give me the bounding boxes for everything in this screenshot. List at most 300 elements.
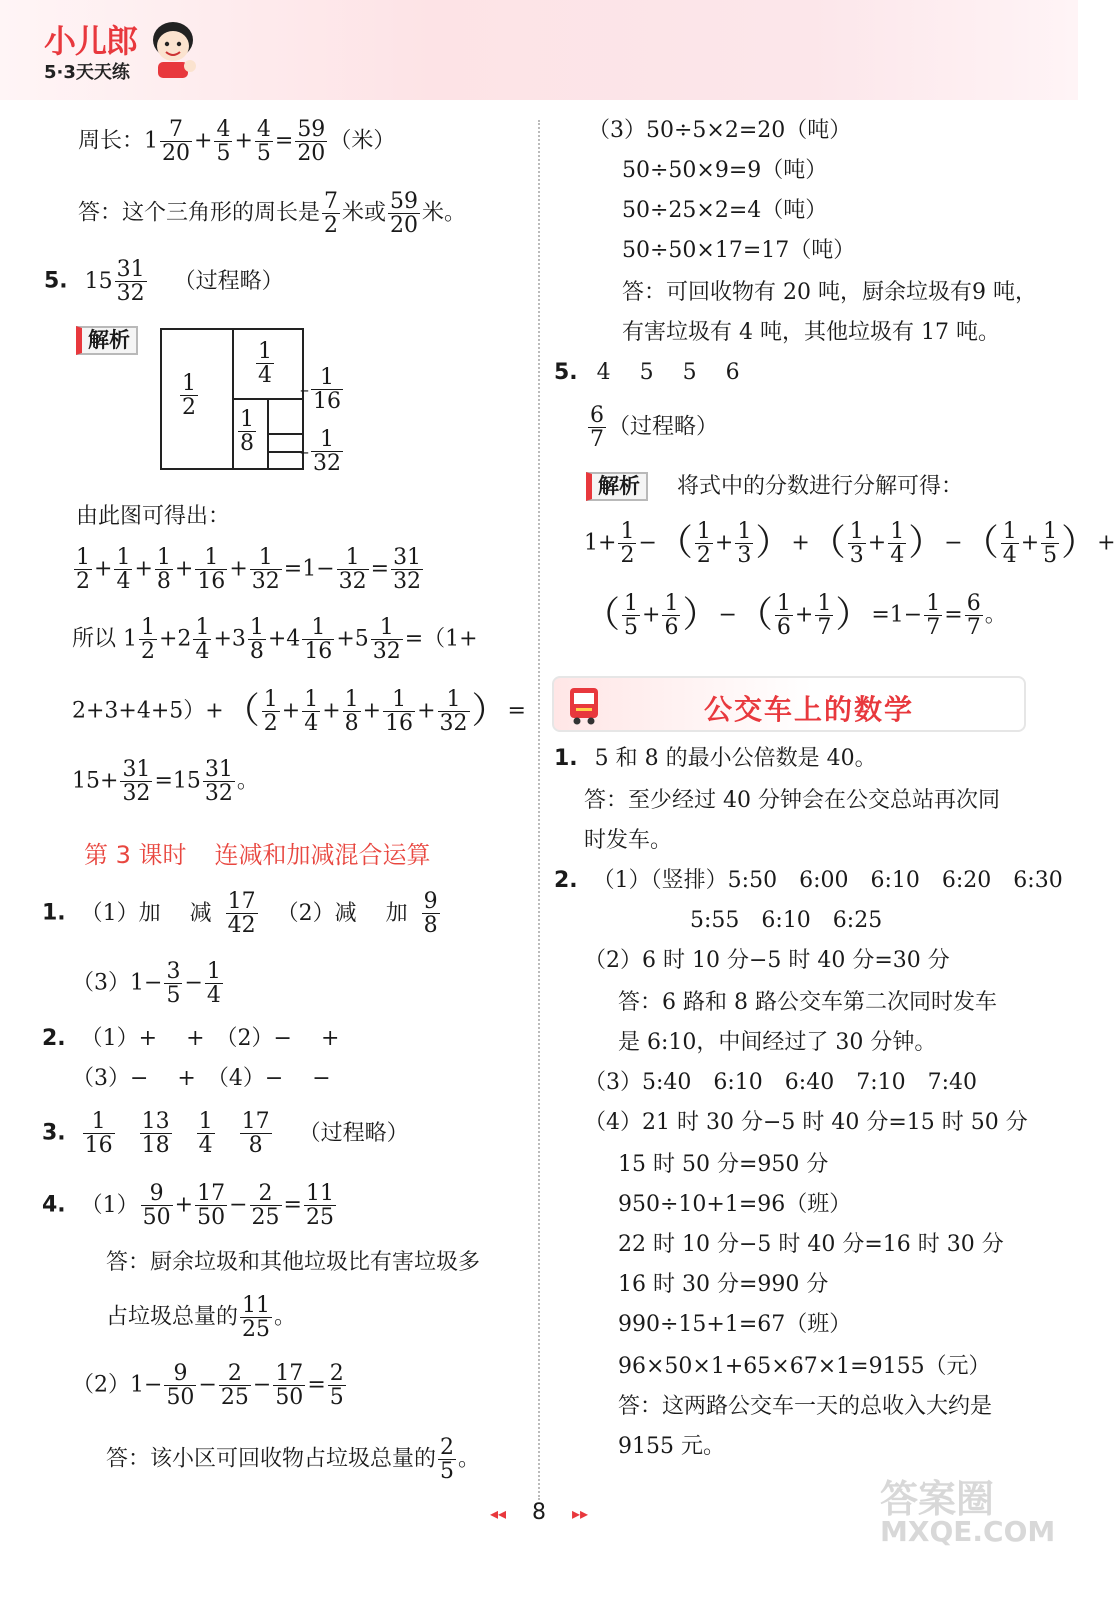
fraction-denominator: 16 <box>197 569 226 595</box>
operator: − <box>184 970 203 996</box>
r-question-5-fraction <box>586 404 718 451</box>
fraction-numerator: 1 <box>240 407 254 432</box>
fraction-denominator: 7 <box>590 427 604 453</box>
fraction-denominator: 2 <box>182 395 196 421</box>
answer-text: 5 和 8 的最小公倍数是 40。 <box>594 746 877 771</box>
fraction-numerator: 17 <box>241 1109 270 1134</box>
expr-text: （2）1− <box>72 1372 163 1398</box>
fraction <box>255 118 273 165</box>
so-equation <box>72 616 478 663</box>
paren: （ <box>223 690 260 732</box>
question-number: 2. <box>42 1026 66 1051</box>
operator: − <box>198 1372 217 1398</box>
fraction-numerator: 31 <box>122 757 151 782</box>
fraction <box>311 366 343 413</box>
fraction-numerator: 1 <box>817 591 832 616</box>
bus-icon <box>564 684 604 726</box>
fraction <box>219 1362 251 1409</box>
process-note: （过程略） <box>298 1120 409 1146</box>
r3-line-4: 50÷50×17=17（吨） <box>622 238 856 263</box>
fraction-numerator: 1 <box>664 591 679 616</box>
r3-line-3: 50÷25×2=4（吨） <box>622 198 828 223</box>
fraction-numerator: 1 <box>304 687 319 712</box>
fraction <box>295 118 327 165</box>
brand-name: 小儿郎 <box>44 22 138 60</box>
bus-q2 <box>554 870 1063 892</box>
fraction <box>160 118 192 165</box>
operator: = <box>283 556 303 582</box>
fraction-numerator: 1 <box>263 687 278 712</box>
expr-text: =1− <box>871 602 923 628</box>
fraction-numerator: 31 <box>204 757 233 782</box>
fraction <box>302 688 320 735</box>
fraction-numerator: 1 <box>116 545 131 570</box>
operator: = <box>274 128 294 154</box>
fraction-denominator: 4 <box>195 639 210 665</box>
fraction <box>371 616 403 663</box>
analysis-right <box>586 472 963 501</box>
fraction <box>438 1436 456 1483</box>
period: 。 <box>274 1304 297 1330</box>
column-divider <box>538 120 540 1500</box>
fraction-denominator: 50 <box>275 1385 304 1411</box>
expr-text: （3）1− <box>72 970 163 996</box>
fraction <box>343 688 361 735</box>
operator: + <box>362 698 382 724</box>
fraction <box>240 1110 272 1157</box>
bus-q2-line: 9155 元。 <box>618 1434 725 1459</box>
fraction <box>205 960 223 1007</box>
fraction-denominator: 8 <box>249 639 264 665</box>
mascot-icon <box>146 16 200 80</box>
answer-values: 4 5 5 6 <box>596 360 740 385</box>
fraction-numerator: 13 <box>141 1109 170 1134</box>
process-note: （过程略） <box>173 268 284 294</box>
lesson-q1-part3 <box>72 960 225 1007</box>
fraction-numerator: 3 <box>166 959 181 984</box>
operator: − <box>944 530 963 556</box>
operator: + <box>229 556 248 582</box>
analysis-text: 将式中的分数进行分解可得： <box>677 474 964 499</box>
fraction <box>139 616 157 663</box>
unit-text: （米） <box>329 128 396 154</box>
fraction-denominator: 2 <box>141 639 155 665</box>
diagram-label-32: – $\frac{1}{32}$ <box>300 427 341 477</box>
so-text: 所以 1 <box>72 626 137 652</box>
fraction-numerator: 1 <box>206 959 221 984</box>
r3-line-2: 50÷50×9=9（吨） <box>622 158 828 183</box>
question-number: 1. <box>554 746 578 771</box>
fraction-denominator: 16 <box>84 1133 113 1159</box>
paren: ） <box>835 594 872 636</box>
expr-text: =15 <box>154 768 201 794</box>
answer-text: （1）+ + （2）− + <box>80 1026 340 1051</box>
lesson-q3 <box>42 1110 409 1157</box>
fraction-numerator: 1 <box>371 616 403 640</box>
question-number: 5. <box>554 360 578 385</box>
fraction <box>238 408 256 455</box>
operator: + <box>1097 530 1116 556</box>
operator: = <box>944 602 963 628</box>
operator: − <box>638 530 657 556</box>
fraction <box>74 546 92 593</box>
answer-text: 占垃圾总量的 <box>106 1304 239 1330</box>
from-figure-text: 由此图可得出： <box>76 504 231 529</box>
operator: + <box>174 1192 194 1218</box>
fraction-numerator: 9 <box>141 1182 173 1206</box>
fraction-denominator: 5 <box>1043 543 1058 569</box>
fraction-numerator: 1 <box>337 546 369 570</box>
fraction-denominator: 32 <box>251 569 280 595</box>
fraction-numerator: 17 <box>227 889 256 914</box>
fraction-numerator: 31 <box>393 545 422 570</box>
fraction-numerator: 17 <box>275 1361 304 1386</box>
fraction <box>180 372 198 419</box>
fraction <box>322 190 340 237</box>
analysis-tag: 解析 <box>586 472 648 501</box>
fraction <box>120 758 152 805</box>
operator: = <box>307 1372 326 1398</box>
fraction-numerator: 2 <box>440 1435 455 1460</box>
mixed-whole: +4 <box>267 626 301 652</box>
bus-q2-line: （2）6 时 10 分−5 时 40 分=30 分 <box>584 948 950 973</box>
fraction-denominator: 20 <box>297 141 326 167</box>
bus-q2-line: 15 时 50 分=950 分 <box>618 1152 829 1177</box>
fraction-denominator: 4 <box>890 543 905 569</box>
operator: − <box>718 602 737 628</box>
paren: （ <box>656 522 693 564</box>
operator: − <box>229 1192 248 1218</box>
fraction-denominator: 3 <box>737 543 752 569</box>
fraction-denominator: 5 <box>166 983 181 1009</box>
fraction-numerator: 1 <box>195 615 210 640</box>
fraction-numerator: 1 <box>849 519 864 544</box>
lesson-q4-part2-answer <box>106 1436 480 1483</box>
answer-text: （2）减 加 <box>276 900 408 926</box>
mixed-whole: +3 <box>213 626 246 652</box>
fraction <box>114 546 132 593</box>
fraction <box>888 520 906 567</box>
answer-text: 答：这个三角形的周长是 <box>78 200 321 226</box>
fraction <box>924 592 942 639</box>
fraction-numerator: 1 <box>311 428 343 452</box>
fraction-denominator: 16 <box>313 389 341 415</box>
fraction-numerator: 1 <box>156 545 171 570</box>
fraction-denominator: 25 <box>220 1385 249 1411</box>
bus-q2-line: 22 时 10 分−5 时 40 分=16 时 30 分 <box>618 1232 1004 1257</box>
fraction-denominator: 32 <box>204 781 233 807</box>
mixed-whole: 15 <box>84 268 113 294</box>
operator: + <box>867 530 887 556</box>
fraction-denominator: 4 <box>198 1133 213 1159</box>
question-number: 4. <box>42 1192 66 1218</box>
fraction-denominator: 8 <box>344 711 359 737</box>
triangle-answer <box>78 190 466 237</box>
fraction <box>588 404 606 451</box>
fraction <box>391 546 423 593</box>
question-number: 5. <box>44 268 68 294</box>
fraction <box>304 1182 336 1229</box>
r3-answer-1: 答：可回收物有 20 吨，厨余垃圾有9 吨， <box>622 280 1037 305</box>
fraction-denominator: 5 <box>216 141 231 167</box>
operator: + <box>642 602 661 628</box>
fraction-denominator: 16 <box>304 639 333 665</box>
operator: + <box>134 556 153 582</box>
next-arrows-icon: ▸▸ <box>572 1504 589 1523</box>
lesson-q2 <box>42 1028 339 1050</box>
fraction-denominator: 20 <box>390 213 419 239</box>
lesson-q4-answer-2 <box>106 1294 296 1341</box>
bus-q1 <box>554 748 877 770</box>
bus-q2-line: 是 6:10，中间经过了 30 分钟。 <box>618 1030 937 1055</box>
bus-q2-line: 答：这两路公交车一天的总收入大约是 <box>618 1394 993 1419</box>
r3-line-1: （3）50÷5×2=20（吨） <box>588 118 852 143</box>
fraction <box>250 1182 282 1229</box>
fraction-denominator: 8 <box>423 913 438 939</box>
fraction-numerator: 6 <box>590 403 604 428</box>
fraction <box>115 258 147 305</box>
fraction-denominator: 50 <box>166 1385 195 1411</box>
lesson-q2-line2: （3）− + （4）− − <box>72 1066 331 1091</box>
fraction-numerator: 17 <box>197 1181 226 1206</box>
answer-text: 米。 <box>422 200 467 226</box>
operator: − <box>252 1372 272 1398</box>
watermark <box>880 1477 1056 1548</box>
fraction-denominator: 18 <box>141 1133 170 1159</box>
fraction-denominator: 4 <box>1002 543 1017 569</box>
fraction-numerator: 31 <box>116 257 145 282</box>
fraction <box>618 520 636 567</box>
fraction-denominator: 2 <box>696 543 711 569</box>
analysis-tag: 解析 <box>76 326 138 355</box>
fraction-denominator: 32 <box>393 569 422 595</box>
diagram-label-16: – $\frac{1}{16}$ <box>300 365 341 415</box>
operator: = <box>283 1192 302 1218</box>
bus-q2-line: 5:55 6:10 6:25 <box>690 908 883 933</box>
fraction-denominator: 42 <box>227 913 256 939</box>
fraction <box>383 688 415 735</box>
fraction-denominator: 32 <box>313 451 341 477</box>
question-5 <box>44 258 284 305</box>
fraction-numerator: 1 <box>1002 519 1017 544</box>
fraction <box>164 960 182 1007</box>
operator: − <box>316 556 335 582</box>
fraction-numerator: 11 <box>305 1181 334 1206</box>
page-number: 8 <box>532 1500 546 1525</box>
bus-q2-line: 96×50×1+65×67×1=9155（元） <box>618 1354 991 1379</box>
lesson-q4-part2 <box>72 1362 348 1409</box>
fraction-denominator: 6 <box>664 615 679 641</box>
so-line2 <box>72 688 526 735</box>
fraction-denominator: 2 <box>324 213 339 239</box>
expr-text: 1+ <box>584 530 617 556</box>
fraction <box>848 520 866 567</box>
fraction-numerator: 7 <box>160 118 192 142</box>
mixed-whole: +5 <box>336 626 369 652</box>
fraction-numerator: 11 <box>242 1293 271 1318</box>
bus-q2-line: 990÷15+1=67（班） <box>618 1312 852 1337</box>
paren: ） <box>682 594 719 636</box>
fraction-denominator: 7 <box>966 615 981 641</box>
fraction-numerator: 1 <box>383 688 415 712</box>
fraction-denominator: 50 <box>197 1205 226 1231</box>
bus-q1-answer: 答：至少经过 40 分钟会在公交总站再次同 <box>584 788 1000 813</box>
expr-text: （1） <box>80 1192 139 1218</box>
fraction <box>328 1362 346 1409</box>
operator: + <box>791 530 810 556</box>
answer-text: 答：该小区可回收物占垃圾总量的 <box>106 1446 437 1472</box>
fraction-numerator: 1 <box>258 339 272 364</box>
fraction-denominator: 2 <box>620 543 635 569</box>
fraction-numerator: 1 <box>696 519 711 544</box>
fraction-numerator: 1 <box>250 546 282 570</box>
fraction-numerator: 1 <box>141 615 155 640</box>
watermark-url: MXQE.COM <box>880 1515 1056 1548</box>
expr-text: 2+3+4+5）+ <box>72 698 224 724</box>
fraction <box>226 890 258 937</box>
perimeter-label: 周长：1 <box>78 128 158 154</box>
paren: ） <box>1061 522 1098 564</box>
fraction-diagram <box>160 328 304 470</box>
sum-equation <box>72 546 425 593</box>
operator: + <box>794 602 814 628</box>
brand-logo <box>44 16 137 84</box>
bus-q1-answer-2: 时发车。 <box>584 828 673 853</box>
fraction <box>214 118 232 165</box>
operator: = <box>507 698 526 724</box>
fraction-denominator: 25 <box>251 1205 280 1231</box>
lesson-heading <box>84 843 431 867</box>
fraction-numerator: 9 <box>423 889 438 914</box>
bus-q2-line: （3）5:40 6:10 6:40 7:10 7:40 <box>584 1070 978 1095</box>
operator: + <box>234 128 253 154</box>
fraction <box>256 340 274 387</box>
fraction-numerator: 59 <box>297 117 326 142</box>
fraction-numerator: 1 <box>249 615 264 640</box>
expr-text: 15+ <box>72 768 119 794</box>
fraction-denominator: 4 <box>258 363 272 389</box>
fraction-denominator: 32 <box>116 281 145 307</box>
paren: ） <box>471 690 508 732</box>
fraction-denominator: 7 <box>817 615 832 641</box>
fraction-numerator: 1 <box>302 616 334 640</box>
fraction-numerator: 59 <box>390 189 419 214</box>
fraction-denominator: 25 <box>242 1317 271 1343</box>
fraction-numerator: 1 <box>624 591 639 616</box>
fraction-denominator: 5 <box>329 1385 344 1411</box>
fraction <box>662 592 680 639</box>
fraction-numerator: 1 <box>198 1109 213 1134</box>
fraction <box>193 616 211 663</box>
fraction-numerator: 6 <box>966 591 981 616</box>
fraction-numerator: 1 <box>926 591 941 616</box>
paren: ） <box>755 522 792 564</box>
fraction <box>735 520 753 567</box>
fraction-denominator: 5 <box>440 1459 455 1485</box>
fraction-denominator: 25 <box>305 1205 334 1231</box>
operator: + <box>322 698 341 724</box>
operator: + <box>281 698 301 724</box>
period: 。 <box>458 1446 481 1472</box>
bus-q2-line: （4）21 时 30 分−5 时 40 分=15 时 50 分 <box>584 1110 1028 1135</box>
lesson-q4 <box>42 1182 338 1229</box>
fraction <box>248 616 266 663</box>
fraction-denominator: 7 <box>926 615 941 641</box>
fraction-denominator: 32 <box>122 781 151 807</box>
fraction-numerator: 4 <box>256 117 271 142</box>
fraction-numerator: 1 <box>195 546 227 570</box>
fraction-denominator: 4 <box>206 983 221 1009</box>
fraction-denominator: 4 <box>116 569 131 595</box>
question-number: 1. <box>42 900 66 926</box>
bus-section-banner <box>552 676 1026 732</box>
bus-q2-line: 950÷10+1=96（班） <box>618 1192 852 1217</box>
fraction <box>240 1294 272 1341</box>
operator: + <box>417 698 436 724</box>
fraction-denominator: 6 <box>776 615 791 641</box>
period: 。 <box>984 602 1007 628</box>
fraction <box>203 758 235 805</box>
prev-arrows-icon: ◂◂ <box>489 1504 506 1523</box>
r-question-5 <box>554 362 740 384</box>
fraction-numerator: 1 <box>83 1110 115 1134</box>
so-tail: =（1+ <box>404 626 478 652</box>
series-name: 5·3天天练 <box>44 62 130 83</box>
fraction-numerator: 4 <box>216 117 231 142</box>
operator: + <box>94 556 113 582</box>
fraction <box>311 428 343 475</box>
fraction <box>775 592 793 639</box>
fraction <box>965 592 983 639</box>
fraction-numerator: 1 <box>76 545 90 570</box>
fraction-denominator: 4 <box>304 711 319 737</box>
operator: = <box>370 556 390 582</box>
fraction-numerator: 1 <box>1043 519 1058 544</box>
fraction-denominator: 8 <box>240 431 254 457</box>
lesson-number: 第 3 课时 <box>84 841 187 869</box>
fraction <box>422 890 440 937</box>
fraction-denominator: 20 <box>162 141 190 167</box>
fraction <box>155 546 173 593</box>
r3-answer-2: 有害垃圾有 4 吨，其他垃圾有 17 吨。 <box>622 320 1000 345</box>
question-number: 2. <box>554 868 578 893</box>
fraction-denominator: 16 <box>385 711 414 737</box>
fraction <box>140 1110 172 1157</box>
fraction-numerator: 1 <box>438 688 470 712</box>
operator: + <box>714 530 734 556</box>
period: 。 <box>236 768 259 794</box>
fraction <box>622 592 640 639</box>
decomposition-line-1 <box>584 520 1116 567</box>
fraction-denominator: 32 <box>372 639 401 665</box>
fraction <box>695 520 713 567</box>
fraction-denominator: 5 <box>624 615 639 641</box>
fraction <box>1001 520 1019 567</box>
so-line3 <box>72 758 259 805</box>
fraction-numerator: 1 <box>344 687 359 712</box>
fraction-denominator: 50 <box>142 1205 171 1231</box>
fraction-denominator: 8 <box>156 569 171 595</box>
lesson-q4-answer: 答：厨余垃圾和其他垃圾比有害垃圾多 <box>106 1250 481 1275</box>
fraction-numerator: 1 <box>776 591 791 616</box>
decomposition-line-2 <box>584 592 1007 639</box>
bus-section-title: 公交车上的数学 <box>704 693 915 726</box>
paren: （ <box>809 522 846 564</box>
watermark-text: 答案圈 <box>880 1477 995 1521</box>
paren: （ <box>584 594 621 636</box>
answer-text: （1）加 减 <box>80 900 212 926</box>
fraction <box>141 1182 173 1229</box>
